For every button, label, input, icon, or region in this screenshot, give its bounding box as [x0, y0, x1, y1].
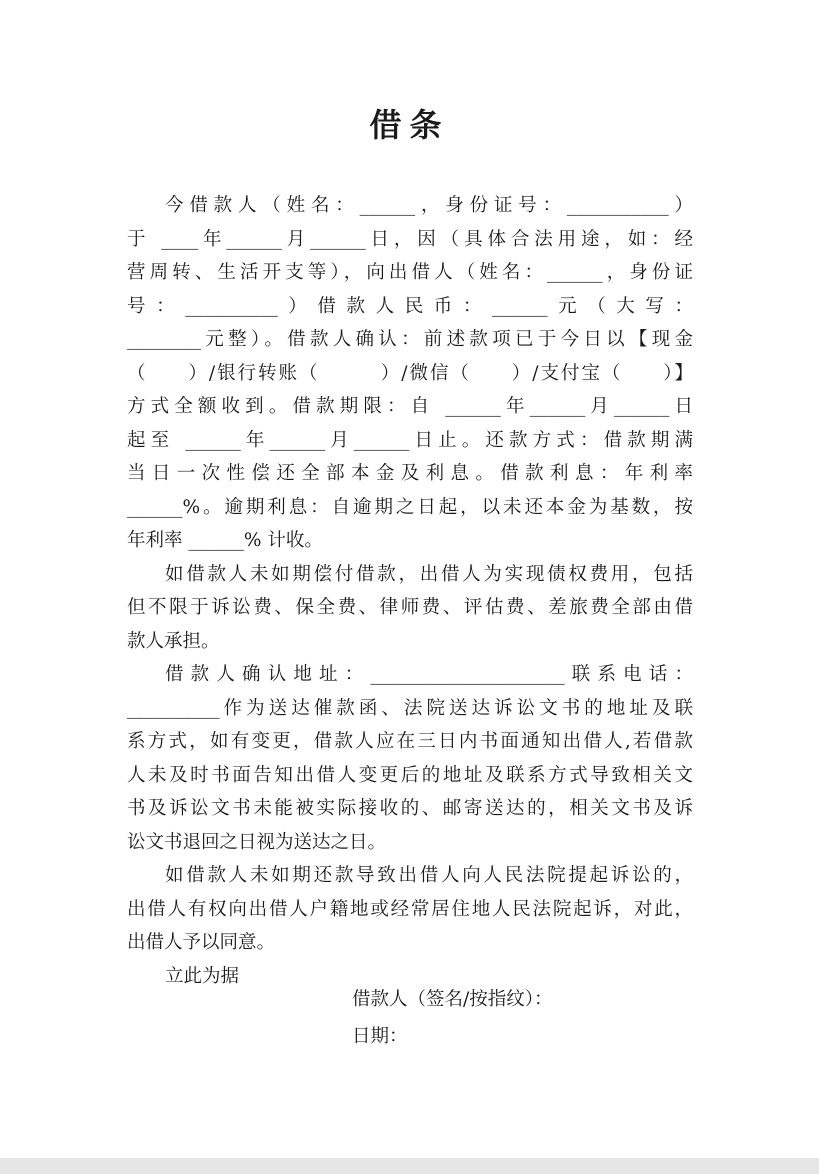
text-line: 出借人有权向出借人户籍地或经常居住地人民法院起诉，对此， — [127, 898, 693, 920]
text-line: 系方式，如有变更，借款人应在三日内书面通知出借人,若借款 — [127, 731, 693, 752]
paragraph-expenses — [127, 558, 693, 659]
text-line: 书及诉讼文书未能被实际接收的、邮寄送达的，相关文书及诉 — [127, 798, 693, 819]
text-line: ______%。逾期利息：自逾期之日起，以未还本金为基数，按 — [127, 496, 693, 518]
closing-statement: 立此为据 — [165, 965, 240, 987]
text-line: 当日一次性偿还全部本金及利息。借款利息：年利率 — [127, 463, 693, 484]
text-line: 讼文书退回之日视为送达之日。 — [127, 831, 387, 853]
paragraph-address — [127, 658, 693, 859]
document-body — [127, 189, 693, 993]
date-label: 日期： — [352, 1026, 408, 1047]
text-line: 号：__________）借款人民币：______元（大写： — [127, 295, 693, 317]
paragraph-jurisdiction — [127, 859, 693, 960]
text-line: 于 ____年______月______日，因（具体合法用途，如：经 — [127, 228, 693, 250]
text-line: 如借款人未如期还款导致出借人向人民法院提起诉讼的， — [165, 865, 693, 886]
text-line: 出借人予以同意。 — [127, 932, 276, 953]
text-line: 人未及时书面告知出借人变更后的地址及联系方式导致相关文 — [127, 764, 693, 786]
text-line: 但不限于诉讼费、保全费、律师费、评估费、差旅费全部由借 — [127, 597, 693, 618]
text-line: 今借款人（姓名：______，身份证号：___________） — [165, 195, 693, 216]
text-line: 营周转、生活开支等），向出借人（姓名：______，身份证 — [127, 262, 693, 283]
text-line: （ ）/银行转账（ ）/微信（ ）/支付宝（ ）】 — [127, 362, 693, 384]
text-line: ________元整）。借款人确认：前述款项已于今日以【现金 — [127, 329, 693, 350]
paragraph-loan-terms — [127, 189, 693, 558]
document-title: 借条 — [369, 106, 450, 144]
text-line: 起至 ______年______月______日止。还款方式：借款期满 — [127, 429, 693, 451]
text-line: 方式全额收到。借款期限：自 ______年______月______日 — [127, 396, 693, 417]
borrower-signature-label: 借款人（签名/按指纹）： — [352, 989, 553, 1010]
text-line: 款人承担。 — [127, 630, 220, 652]
text-line: __________作为送达催款函、法院送达诉讼文书的地址及联 — [127, 697, 693, 719]
text-line: 借款人确认地址：_____________________联系电话： — [165, 664, 693, 685]
text-line: 如借款人未如期偿付借款，出借人为实现债权费用，包括 — [165, 563, 693, 585]
text-line: 年利率 ______% 计收。 — [127, 530, 323, 551]
